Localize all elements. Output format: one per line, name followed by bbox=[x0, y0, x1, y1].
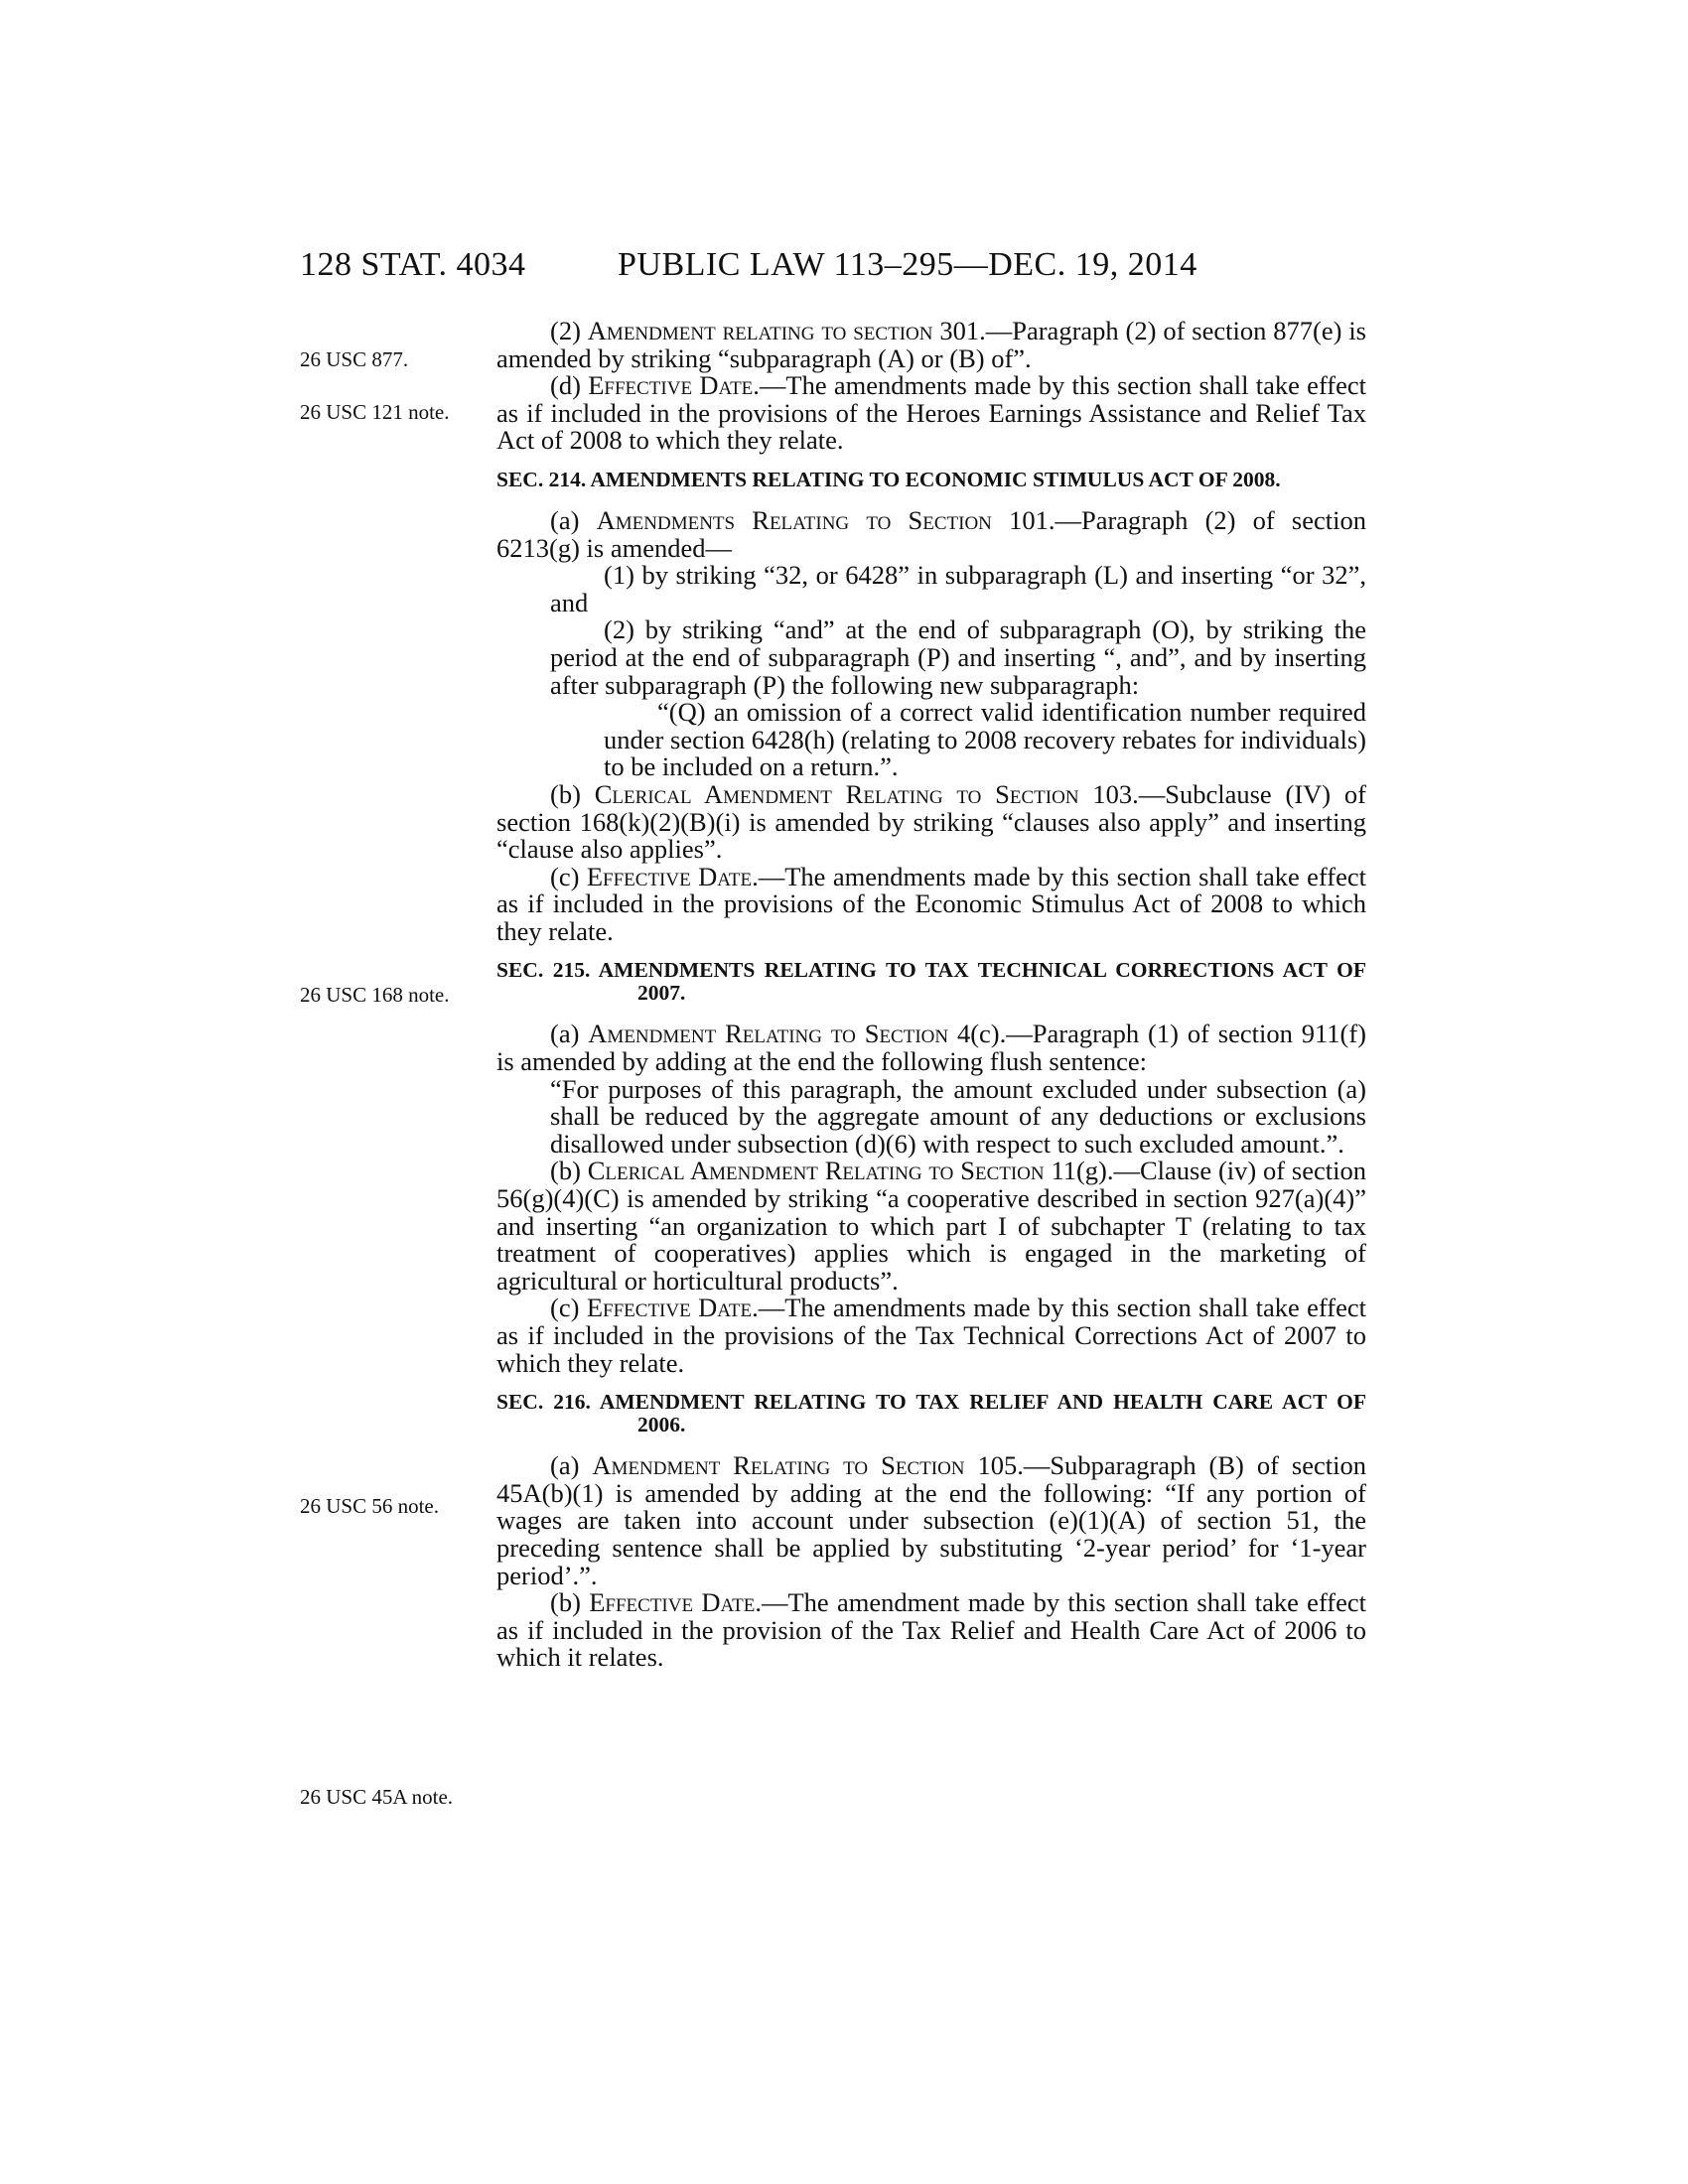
section-heading-215: SEC. 215. AMENDMENTS RELATING TO TAX TECHNICAL CORRECTIONS ACT OF 2007. bbox=[496, 958, 1366, 1006]
paragraph-215-b: (b) Clerical Amendment Relating to Section 11(g).—Clause (iv) of section 56(g)(4)(C) is amended by striking “a cooperative described in section 927(a)(4)” and inserting “an organization to which part I of subchapter T (relating to tax treatment of cooperatives) applies which is engaged in the marketing of agricultural or horticultural products”. bbox=[496, 1156, 1366, 1296]
paragraph-216-a: (a) Amendment Relating to Section 105.—Subparagraph (B) of section 45A(b)(1) is amended by adding at the end the following: “If any portion of wages are taken into account under subsection (e)(1)(A) of section 51, the preceding sentence shall be applied by substituting ‘2-year period’ for ‘1-year period’.”. bbox=[496, 1450, 1366, 1590]
page-header bbox=[300, 246, 1372, 290]
margin-note-1: 26 USC 877. bbox=[300, 347, 409, 371]
paragraph-214-a-1: (1) by striking “32, or 6428” in subparagraph (L) and inserting “or 32”, and bbox=[550, 560, 1366, 617]
paragraph-214-a: (a) Amendments Relating to Section 101.—Paragraph (2) of section 6213(g) is amended— bbox=[496, 504, 1366, 563]
paragraph-214-b: (b) Clerical Amendment Relating to Section 103.—Subclause (IV) of section 168(k)(2)(B)(i) is amended by striking “clauses also apply” and inserting “clause also applies”. bbox=[496, 778, 1367, 865]
paragraph-effective-date-d: (d) Effective Date.—The amendments made by this section shall take effect as if included in the provisions of the Heroes Earnings Assistance and Relief Tax Act of 2008 to which they relate. bbox=[496, 370, 1366, 456]
margin-note-2: 26 USC 121 note. bbox=[300, 400, 450, 424]
section-heading-216: SEC. 216. AMENDMENT RELATING TO TAX RELIEF AND HEALTH CARE ACT OF 2006. bbox=[496, 1390, 1366, 1437]
quoted-subparagraph-q: “(Q) an omission of a correct valid identification number required under section 6428(h) (relating to 2008 recovery rebates for individuals) to be included on a return.”. bbox=[604, 697, 1366, 782]
margin-note-3: 26 USC 168 note. bbox=[300, 983, 450, 1007]
section-heading-214: SEC. 214. AMENDMENTS RELATING TO ECONOMIC STIMULUS ACT OF 2008. bbox=[496, 467, 1281, 491]
paragraph-215-c: (c) Effective Date.—The amendments made by this section shall take effect as if included in the provisions of the Tax Technical Corrections Act of 2007 to which they relate. bbox=[496, 1293, 1366, 1378]
margin-note-4: 26 USC 56 note. bbox=[300, 1494, 440, 1518]
paragraph-amendment-section-301: (2) Amendment relating to section 301.—Paragraph (2) of section 877(e) is amended by striking “subparagraph (A) or (B) of”. bbox=[496, 316, 1366, 373]
document-body bbox=[496, 318, 1366, 1672]
paragraph-216-b: (b) Effective Date.—The amendment made by this section shall take effect as if included in the provision of the Tax Relief and Health Care Act of 2006 to which it relates. bbox=[496, 1587, 1366, 1673]
public-law-title: PUBLIC LAW 113–295—DEC. 19, 2014 bbox=[618, 246, 1197, 283]
quoted-flush-sentence: “For purposes of this paragraph, the amount excluded under subsection (a) shall be reduced by the aggregate amount of any deductions or exclusions disallowed under subsection (d)(6) with respect to such excluded amount.”. bbox=[550, 1073, 1366, 1159]
margin-note-5: 26 USC 45A note. bbox=[300, 1785, 454, 1809]
paragraph-214-c: (c) Effective Date.—The amendments made by this section shall take effect as if included in the provisions of the Economic Stimulus Act of 2008 to which they relate. bbox=[496, 861, 1366, 946]
stat-page-number: 128 STAT. 4034 bbox=[300, 246, 526, 283]
paragraph-215-a: (a) Amendment Relating to Section 4(c).—Paragraph (1) of section 911(f) is amended by adding at the end the following flush sentence: bbox=[496, 1019, 1366, 1077]
paragraph-214-a-2: (2) by striking “and” at the end of subparagraph (O), by striking the period at the end of subparagraph (P) and inserting “, and”, and by inserting after subparagraph (P) the following new subparagraph: bbox=[550, 614, 1366, 700]
